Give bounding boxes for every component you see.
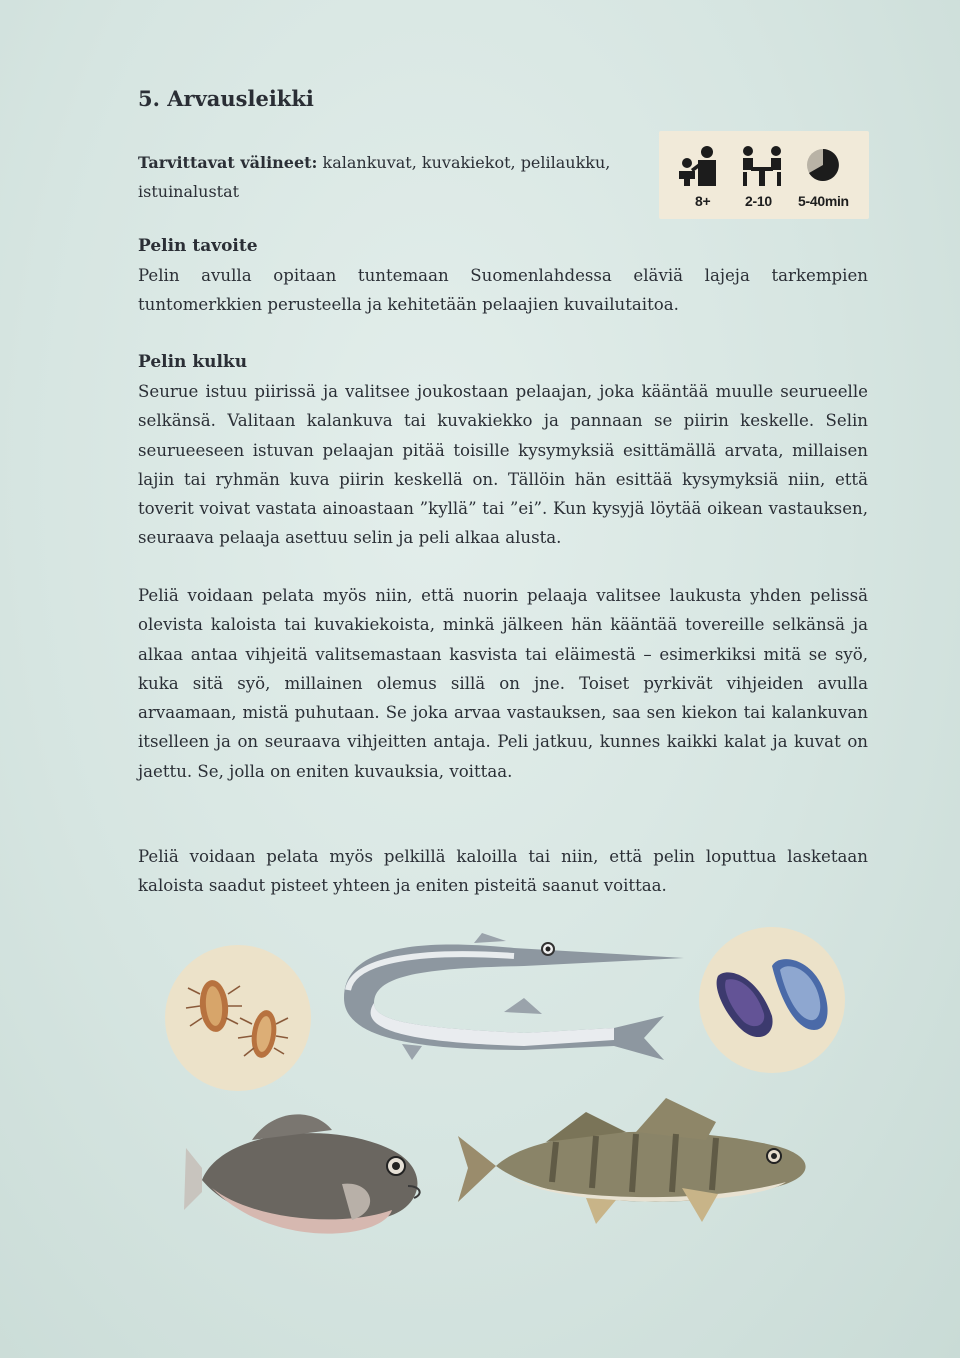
players-table-icon [739,145,785,187]
adult-child-icon [677,145,723,187]
goal-heading: Pelin tavoite [138,236,258,256]
duration-pie-icon [805,147,841,183]
flow-heading: Pelin kulku [138,352,248,372]
materials-text: kalankuvat, kuvakiekot, pelilaukku, istuinalustat [138,153,611,201]
variant2-section [138,842,868,901]
page-title: 5. Arvausleikki [138,86,314,111]
flow-section [138,348,868,553]
garfish-illustration [334,928,684,1068]
game-info-badge [659,131,869,219]
age-label: 8+ [695,193,711,209]
duration-label: 5-40min [798,193,849,209]
materials-label: Tarvittavat välineet: [138,153,318,172]
mussel-disc-illustration [698,926,846,1074]
variant1-text: Peliä voidaan pelata myös niin, että nuorin pelaaja valitsee laukusta yhden pelissä olevista kaloista tai kuvakiekoista, minkä jälkeen hän kääntää tovereille selkänsä ja alkaa antaa vihjeitä valitsemastaan kasvista tai eläimestä – esimerkiksi mitä se syö, kuka sitä syö, millainen olemus sillä on jne. Toiset pyrkivät vihjeiden avulla arvaamaan, mistä puhutaan. Se joka arvaa vastauksen, saa sen kiekon tai kalankuvan itselleen ja on seuraava vihjeitten antaja. Peli jatkuu, kunnes kaikki kalat ja kuvat on jaettu. Se, jolla on eniten kuvauksia, voittaa. [138,586,868,781]
variant2-text: Peliä voidaan pelata myös pelkillä kaloilla tai niin, että pelin loputtua lasketaan kaloista saadut pisteet yhteen ja eniten pisteitä saanut voittaa. [138,847,868,896]
flow-text: Seurue istuu piirissä ja valitsee joukostaan pelaajan, joka kääntää muulle seurueelle selkänsä. Valitaan kalankuva tai kuvakiekko ja pannaan se piirin keskelle. Selin seurueeseen istuvan pelaajan pitää toisille kysymyksiä esittämällä arvata, millaisen lajin tai ryhmän kuva piirin keskellä on. Tällöin hän esittää kysymyksiä niin, että toverit voivat vastata ainoastaan ”kyllä” tai ”ei”. Kun kysyjä löytää oikean vastauksen, seuraava pelaaja asettuu selin ja peli alkaa alusta. [138,382,868,548]
lumpsucker-illustration [182,1100,434,1262]
materials-line [138,148,638,206]
variant1-section [138,581,868,786]
goal-text: Pelin avulla opitaan tuntemaan Suomenlahdessa eläviä lajeja tarkempien tuntomerkkien perusteella ja kehitetään pelaajien kuvailutaitoa. [138,266,868,315]
zander-illustration [456,1092,826,1242]
players-label: 2-10 [745,193,772,209]
goal-section [138,232,868,320]
isopod-disc-illustration [164,944,312,1092]
